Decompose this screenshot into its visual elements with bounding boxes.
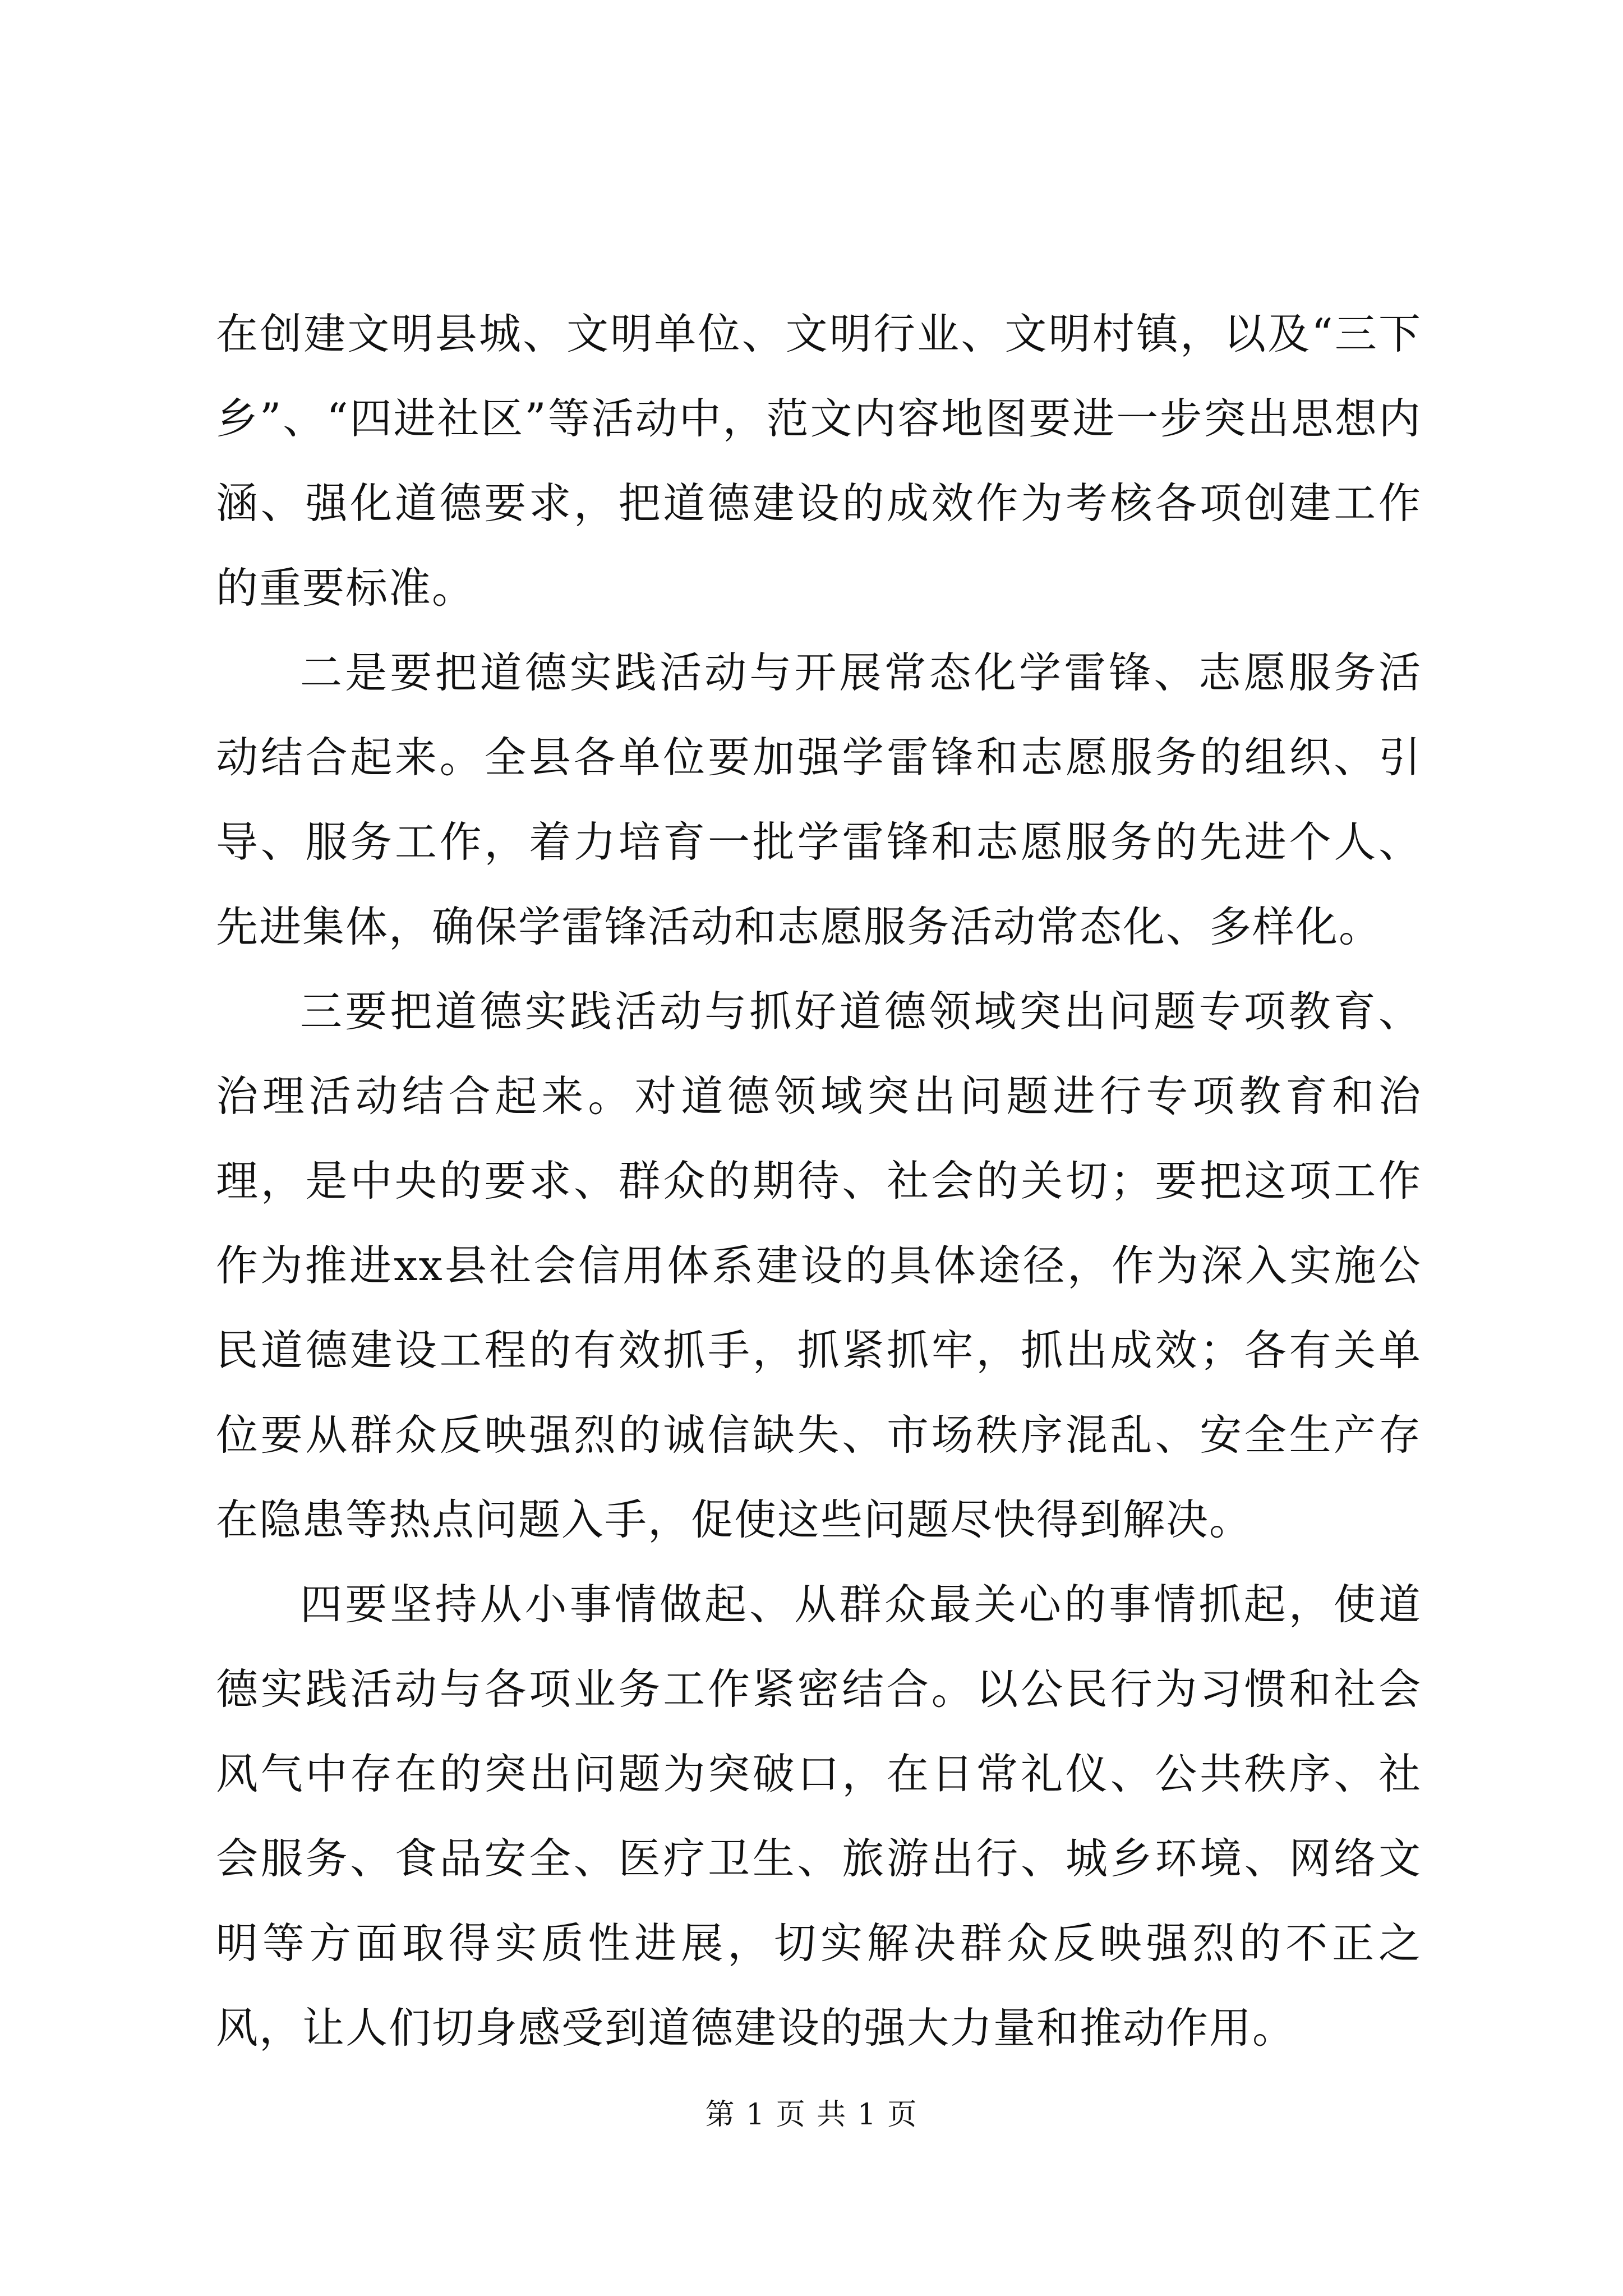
document-body (216, 292, 1422, 2070)
page-footer: 第 1 页 共 1 页 (705, 2098, 918, 2132)
paragraph-point-four: 四要坚持从小事情做起、从群众最关心的事情抓起，使道德实践活动与各项业务工作紧密结合。以公民行为习惯和社会风气中存在的突出问题为突破口，在日常礼仪、公共秩序、社会服务、食品安全、医疗卫生、旅游出行、城乡环境、网络文明等方面取得实质性进展，切实解决群众反映强烈的不正之风，让人们切身感受到道德建设的强大力量和推动作用。 (216, 1580, 1422, 2053)
paragraph-continuation: 在创建文明县城、文明单位、文明行业、文明村镇，以及“三下乡”、“四进社区”等活动中，范文内容地图要进一步突出思想内涵、强化道德要求，把道德建设的成效作为考核各项创建工作的重要标准。 (216, 309, 1422, 613)
paragraph-point-three: 三要把道德实践活动与抓好道德领域突出问题专项教育、治理活动结合起来。对道德领域突出问题进行专项教育和治理，是中央的要求、群众的期待、社会的关切；要把这项工作作为推进xx县社会信用体系建设的具体途径，作为深入实施公民道德建设工程的有效抓手，抓紧抓牢，抓出成效；各有关单位要从群众反映强烈的诚信缺失、市场秩序混乱、安全生产存在隐患等热点问题入手，促使这些问题尽快得到解决。 (216, 987, 1422, 1544)
paragraph-point-two: 二是要把道德实践活动与开展常态化学雷锋、志愿服务活动结合起来。全县各单位要加强学雷锋和志愿服务的组织、引导、服务工作，着力培育一批学雷锋和志愿服务的先进个人、先进集体，确保学雷锋活动和志愿服务活动常态化、多样化。 (216, 648, 1422, 951)
